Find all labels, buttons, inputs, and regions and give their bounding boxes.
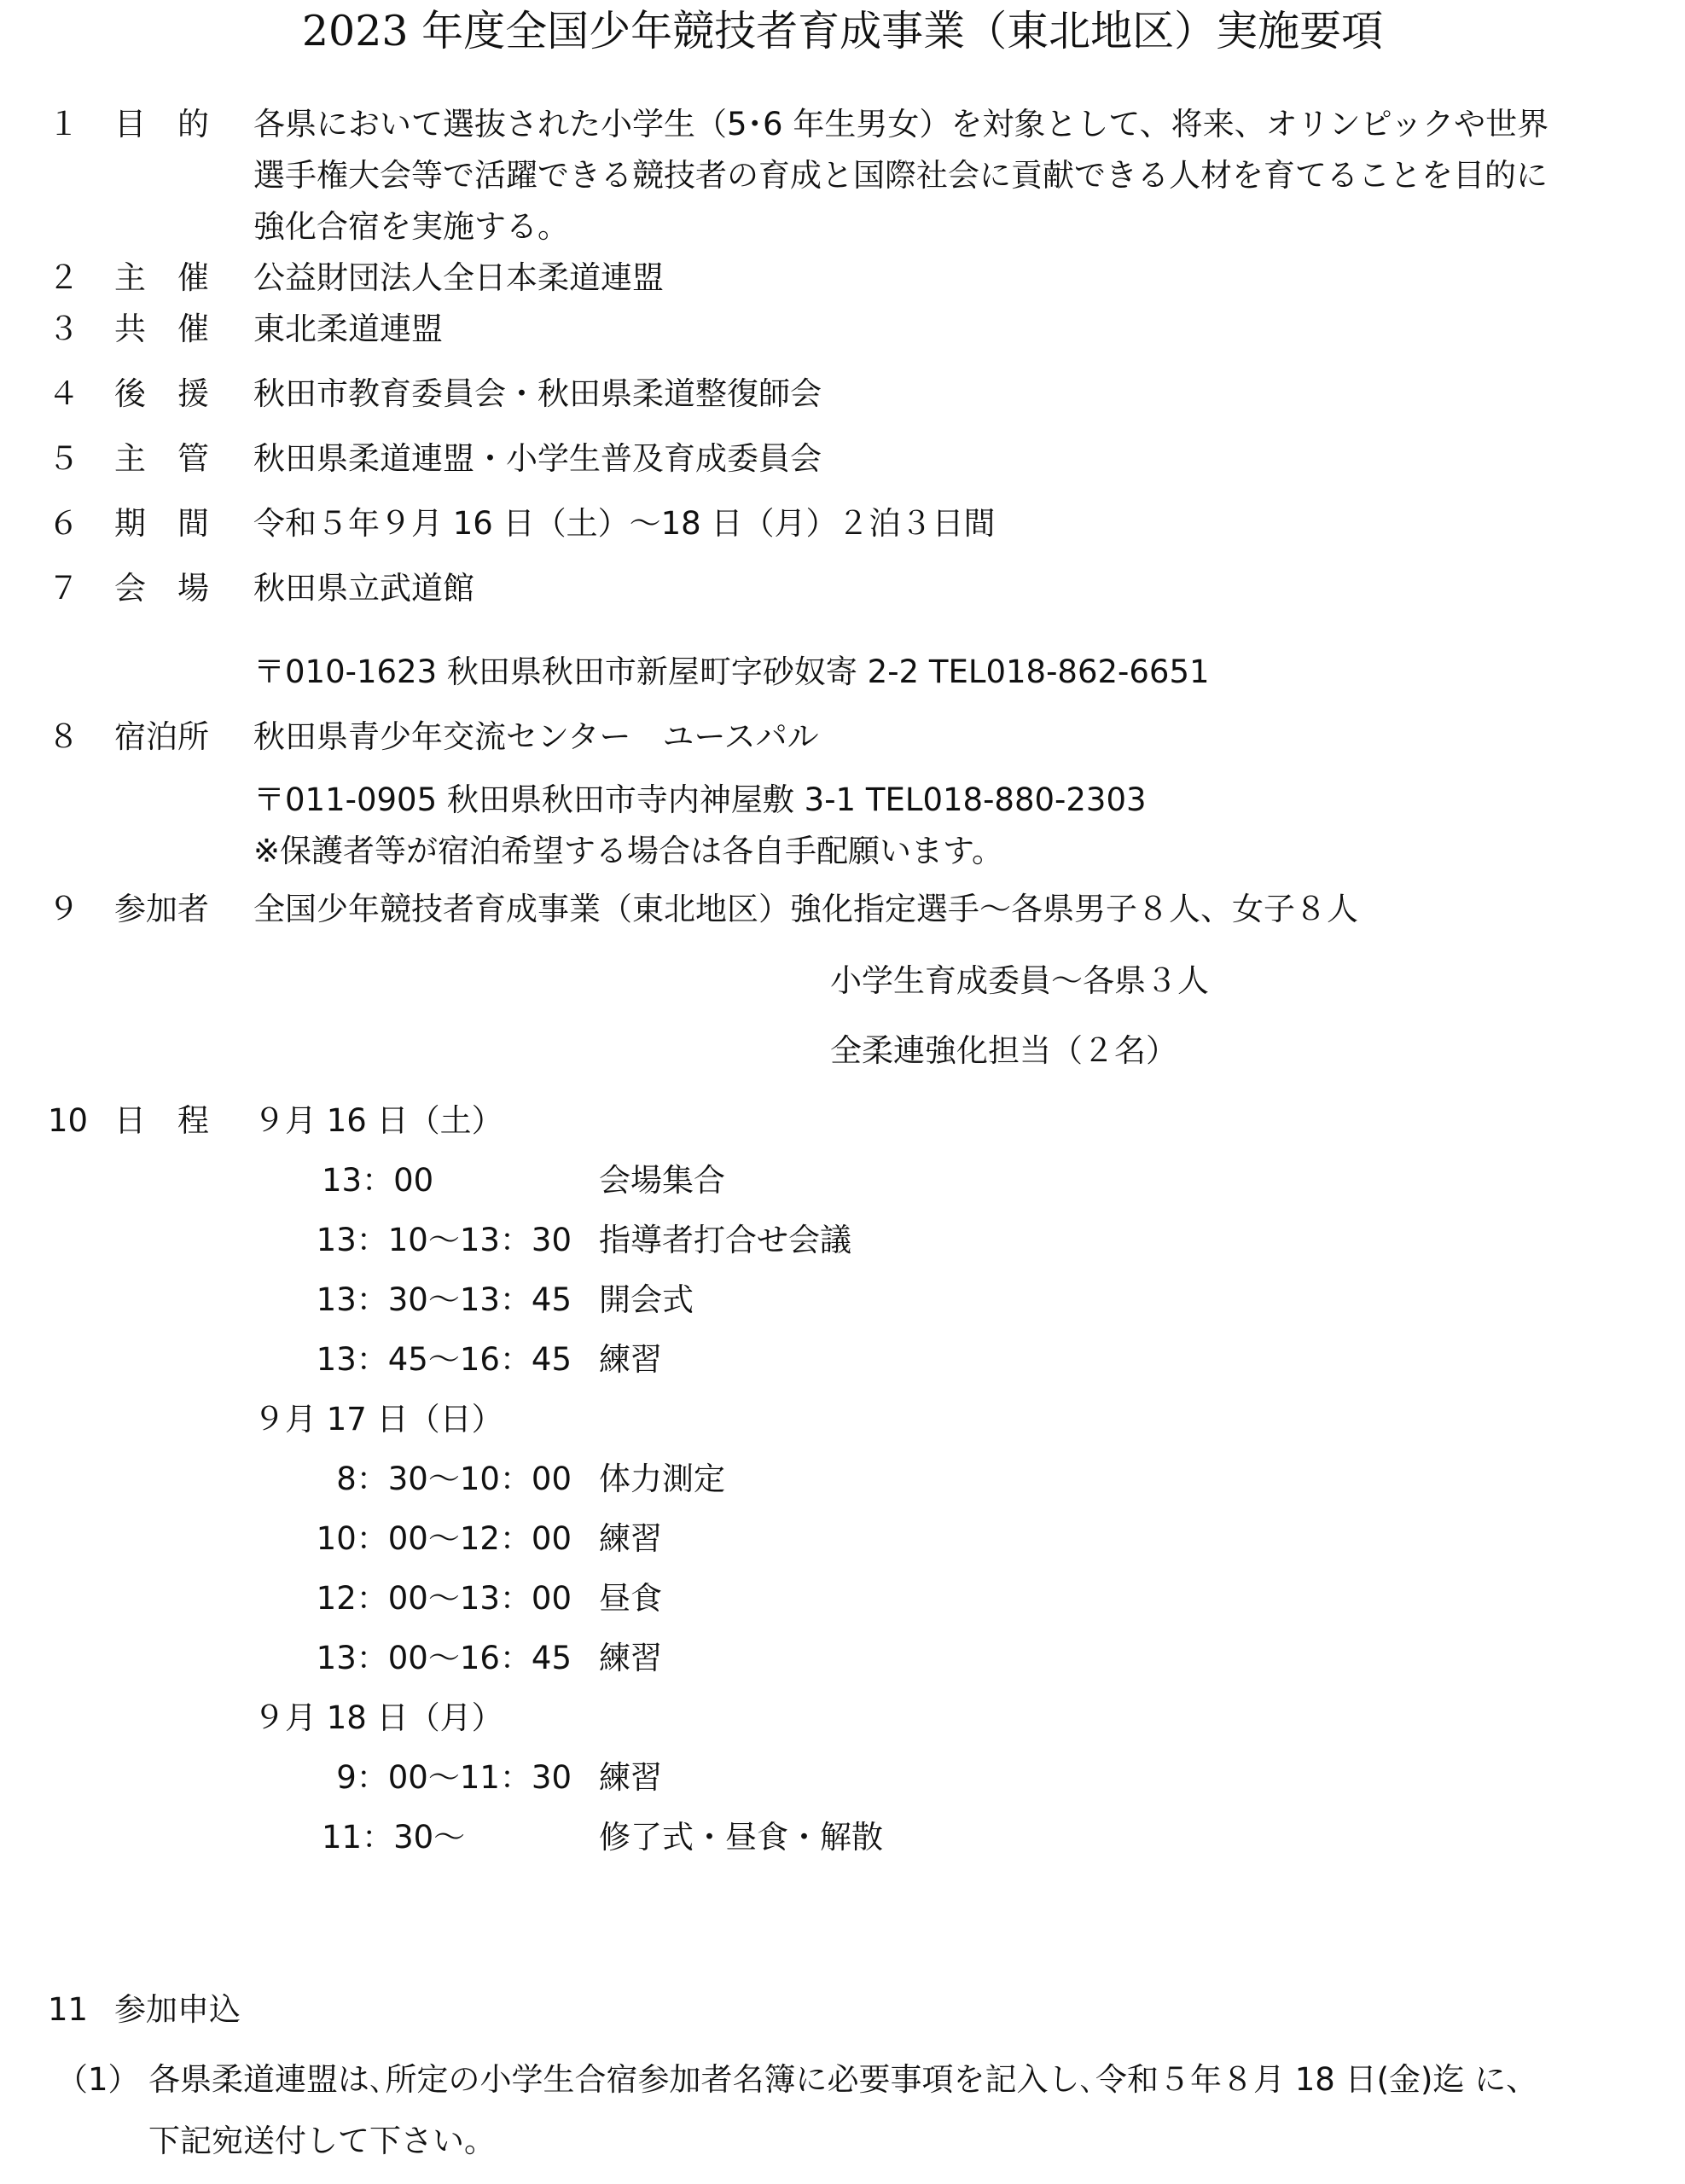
schedule-activity: 練習: [599, 1341, 662, 1378]
item-number: ２: [48, 259, 79, 296]
item-number: ５: [48, 440, 79, 477]
item-number: ７: [48, 570, 79, 607]
paragraph-marker: （1）: [56, 2061, 140, 2098]
item-number: 10: [48, 1102, 89, 1139]
schedule-activity: 修了式・昼食・解散: [599, 1819, 883, 1856]
item-text: 〒010-1623 秋田県秋田市新屋町字砂奴寄 2-2 TEL018-862-6651: [253, 653, 1210, 690]
schedule-activity: 会場集合: [599, 1162, 725, 1199]
schedule-time: 11：30～: [322, 1819, 466, 1856]
schedule-activity: 開会式: [599, 1281, 694, 1318]
schedule-time: 13：30～13：45: [316, 1281, 572, 1318]
item-label: 主 催: [114, 259, 209, 296]
item-text: ※保護者等が宿泊希望する場合は各自手配願います。: [253, 833, 1004, 869]
schedule-time: 13：00: [322, 1162, 434, 1199]
schedule-time: 13：00～16：45: [316, 1640, 572, 1676]
item-label: 期 間: [114, 505, 209, 542]
item-number: ４: [48, 375, 79, 412]
paragraph-text: 各県柔道連盟は､所定の小学生合宿参加者名簿に必要事項を記入し､令和５年８月 18 日(金)迄 に、: [148, 2061, 1538, 2098]
item-text: 選手権大会等で活躍できる競技者の育成と国際社会に貢献できる人材を育てることを目的に: [253, 157, 1548, 194]
item-text: 秋田県立武道館: [253, 570, 474, 607]
schedule-time: 12：00～13：00: [316, 1580, 572, 1617]
schedule-activity: 練習: [599, 1759, 662, 1796]
schedule-time: 10：00～12：00: [316, 1520, 572, 1557]
schedule-time: 13：45～16：45: [316, 1341, 572, 1378]
item-label: 会 場: [114, 570, 209, 607]
document-title: 2023 年度全国少年競技者育成事業（東北地区）実施要項: [301, 7, 1384, 55]
item-label: 目 的: [114, 106, 209, 142]
item-label: 宿泊所: [114, 718, 209, 755]
schedule-date: ９月 18 日（月）: [253, 1699, 503, 1736]
item-label: 参加者: [114, 891, 209, 927]
schedule-activity: 練習: [599, 1640, 662, 1676]
item-number: 11: [48, 1991, 89, 2028]
item-number: ８: [48, 718, 79, 755]
item-text: 秋田県青少年交流センター ユースパル: [253, 718, 819, 755]
item-text: 全柔連強化担当（２名）: [830, 1032, 1177, 1069]
item-label: 主 管: [114, 440, 209, 477]
item-text: 令和５年９月 16 日（土）～18 日（月）２泊３日間: [253, 505, 996, 542]
item-label: 後 援: [114, 375, 209, 412]
item-label: 共 催: [114, 311, 209, 347]
item-text: 〒011-0905 秋田県秋田市寺内神屋敷 3-1 TEL018-880-2303: [253, 781, 1147, 818]
schedule-activity: 練習: [599, 1520, 662, 1557]
item-number: ６: [48, 505, 79, 542]
paragraph-text: 下記宛送付して下さい。: [148, 2123, 496, 2159]
item-text: 小学生育成委員～各県３人: [830, 962, 1209, 999]
schedule-time: 8：30～10：00: [336, 1461, 572, 1497]
item-label: 参加申込: [114, 1991, 241, 2028]
item-text: 公益財団法人全日本柔道連盟: [253, 259, 664, 296]
schedule-time: 9：00～11：30: [336, 1759, 572, 1796]
item-text: 秋田県柔道連盟・小学生普及育成委員会: [253, 440, 822, 477]
item-text: 全国少年競技者育成事業（東北地区）強化指定選手～各県男子８人、女子８人: [253, 891, 1358, 927]
schedule-date: ９月 16 日（土）: [253, 1102, 503, 1139]
item-number: ３: [48, 311, 79, 347]
schedule-activity: 指導者打合せ会議: [599, 1222, 851, 1258]
item-text: 秋田市教育委員会・秋田県柔道整復師会: [253, 375, 822, 412]
schedule-time: 13：10～13：30: [316, 1222, 572, 1258]
item-number: １: [48, 106, 79, 142]
schedule-activity: 昼食: [599, 1580, 662, 1617]
item-number: ９: [48, 891, 79, 927]
item-text: 東北柔道連盟: [253, 311, 443, 347]
item-text: 各県において選抜された小学生（5･6 年生男女）を対象として、将来、オリンピックや世界: [253, 106, 1549, 142]
schedule-date: ９月 17 日（日）: [253, 1401, 503, 1438]
item-label: 日 程: [114, 1102, 209, 1139]
item-text: 強化合宿を実施する。: [253, 208, 569, 245]
schedule-activity: 体力測定: [599, 1461, 725, 1497]
